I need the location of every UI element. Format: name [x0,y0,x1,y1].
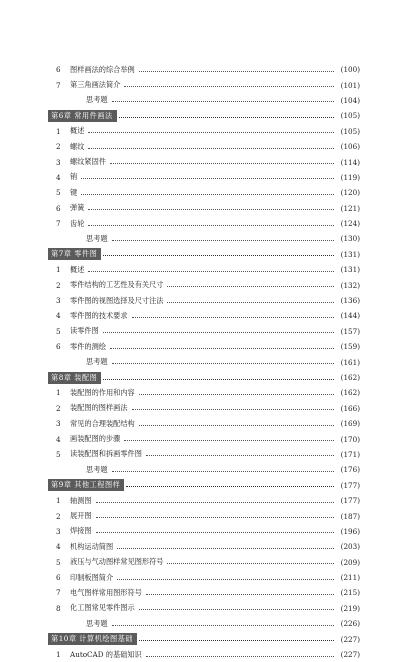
toc-entry-title: 零件结构的工艺性及有关尺寸 [70,280,164,290]
toc-entry-title: 销 [70,172,78,182]
toc-entry-title: 化工图常见零件图示 [70,603,135,613]
toc-entry-title: 齿轮 [70,218,85,228]
toc-chapter-heading [48,108,360,123]
toc-entry [48,601,360,616]
dot-leader [88,270,334,272]
dot-leader [124,85,334,87]
dot-leader [167,285,334,287]
toc-entry [48,62,360,77]
toc-exercises-entry [48,231,360,246]
dot-leader [103,331,334,333]
toc-entry [48,508,360,523]
toc-page-number: (132) [340,280,360,290]
toc-exercises-entry [48,462,360,477]
toc-entry-number: 4 [56,172,61,182]
toc-entry-number: 5 [56,449,61,459]
toc-entry [48,324,360,339]
dot-leader [103,378,334,380]
toc-chapter-heading [48,247,360,262]
dot-leader [139,424,334,426]
toc-entry-title: 零件图的视图选择及尺寸注法 [70,295,164,305]
toc-exercises-entry [48,354,360,369]
toc-page-number: (203) [340,542,360,552]
toc-page-number: (187) [340,511,360,521]
toc-entry-title: 螺纹 [70,141,85,151]
toc-entry-title: 螺纹紧固件 [70,157,106,167]
toc-entry-title: 弹簧 [70,203,85,213]
dot-leader [103,254,334,256]
toc-entry-number: 6 [56,573,61,583]
toc-entry-title: 概述 [70,126,85,136]
toc-entry [48,385,360,400]
toc-entry-number: 1 [56,265,61,275]
dot-leader [112,470,334,472]
dot-leader [126,485,334,487]
toc-page-number: (227) [340,650,360,660]
dot-leader [110,347,334,349]
toc-entry-number: 4 [56,311,61,321]
toc-entry-number: 7 [56,219,61,229]
toc-page-number: (227) [340,634,360,644]
toc-entry-title: 思考题 [86,95,108,105]
toc-entry-number: 6 [56,203,61,213]
toc-entry [48,555,360,570]
table-of-contents [48,62,360,662]
toc-entry [48,339,360,354]
toc-page-number: (176) [340,465,360,475]
toc-entry-title: 第10章 计算机绘图基础 [48,633,137,645]
dot-leader [139,70,334,72]
toc-page-number: (211) [340,573,360,583]
dot-leader [132,408,334,410]
toc-entry-number: 6 [56,65,61,75]
dot-leader [124,439,334,441]
toc-entry [48,262,360,277]
toc-entry-number: 7 [56,80,61,90]
toc-page-number: (162) [340,373,360,382]
toc-entry-title: 印制板图简介 [70,572,114,582]
toc-page-number: (114) [340,157,360,167]
toc-entry-title: 读零件图 [70,326,99,336]
dot-leader [112,239,334,241]
toc-entry-title: 读装配图和拆画零件图 [70,449,142,459]
toc-page-number: (166) [340,403,360,413]
dot-leader [139,608,334,610]
toc-entry-title: 思考题 [86,233,108,243]
toc-entry [48,524,360,539]
toc-entry-number: 1 [56,496,61,506]
toc-chapter-heading [48,478,360,493]
dot-leader [117,578,334,580]
toc-page-number: (119) [340,172,360,182]
toc-entry [48,401,360,416]
toc-entry-number: 3 [56,419,61,429]
toc-entry-title: 第6章 常用件画法 [48,110,117,122]
toc-page-number: (104) [340,95,360,105]
dot-leader [112,624,334,626]
toc-entry-title: 装配图的作用和内容 [70,387,135,397]
toc-entry [48,447,360,462]
dot-leader [146,655,334,657]
dot-leader [88,208,334,210]
toc-page-number: (131) [340,249,360,259]
toc-entry [48,293,360,308]
toc-page-number: (219) [340,603,360,613]
toc-entry-title: 键 [70,187,78,197]
toc-entry-number: 2 [56,280,61,290]
toc-entry-title: 思考题 [86,464,108,474]
toc-page-number: (170) [340,434,360,444]
toc-entry-title: 思考题 [86,618,108,628]
toc-entry-number: 1 [56,650,61,660]
toc-page-number: (226) [340,619,360,629]
toc-page-number: (131) [340,265,360,275]
toc-page-number: (121) [340,203,360,213]
toc-entry-number: 2 [56,403,61,413]
toc-exercises-entry [48,93,360,108]
dot-leader [88,131,334,133]
dot-leader [117,547,334,549]
toc-entry-title: 零件的测绘 [70,341,106,351]
toc-entry [48,277,360,292]
toc-entry [48,216,360,231]
dot-leader [81,177,334,179]
dot-leader [112,362,334,364]
toc-entry-title: 液压与气动图样常见图形符号 [70,557,164,567]
toc-entry-number: 4 [56,434,61,444]
dot-leader [96,501,334,503]
dot-leader [146,593,334,595]
toc-entry-title: 第三角画法简介 [70,80,121,90]
toc-entry-number: 2 [56,511,61,521]
toc-page-number: (100) [340,65,360,75]
toc-entry [48,539,360,554]
toc-entry-number: 3 [56,296,61,306]
toc-page-number: (157) [340,326,360,336]
toc-entry [48,77,360,92]
toc-page-number: (120) [340,188,360,198]
toc-entry-number: 2 [56,142,61,152]
toc-entry-title: 机构运动简图 [70,541,114,551]
toc-entry-title: 思考题 [86,357,108,367]
dot-leader [119,116,334,118]
dot-leader [110,162,334,164]
toc-entry-title: 第8章 装配图 [48,372,101,384]
toc-entry-number: 5 [56,326,61,336]
toc-chapter-heading [48,631,360,646]
toc-entry [48,647,360,662]
toc-page-number: (124) [340,219,360,229]
toc-entry-number: 1 [56,388,61,398]
dot-leader [96,516,334,518]
dot-leader [88,224,334,226]
toc-entry-title: 焊接图 [70,526,92,536]
toc-entry-title: 展开图 [70,511,92,521]
toc-entry-number: 4 [56,542,61,552]
toc-entry [48,170,360,185]
toc-entry-number: 7 [56,588,61,598]
dot-leader [88,147,334,149]
toc-page-number: (209) [340,557,360,567]
toc-entry-title: 零件图的技术要求 [70,310,128,320]
toc-entry [48,416,360,431]
toc-entry [48,154,360,169]
toc-entry-title: 画装配图的步骤 [70,434,121,444]
toc-page-number: (215) [340,588,360,598]
toc-entry [48,308,360,323]
toc-entry-title: 第9章 其他工程图样 [48,479,124,491]
toc-entry [48,139,360,154]
toc-page-number: (159) [340,342,360,352]
toc-page-number: (169) [340,419,360,429]
toc-page-number: (171) [340,449,360,459]
toc-entry-title: 轴测图 [70,495,92,505]
toc-entry [48,431,360,446]
toc-page-number: (177) [340,480,360,490]
toc-entry [48,585,360,600]
toc-entry-title: 第7章 零件图 [48,248,101,260]
dot-leader [146,454,334,456]
dot-leader [96,531,334,533]
toc-page-number: (162) [340,388,360,398]
toc-entry [48,124,360,139]
dot-leader [81,193,334,195]
toc-entry-title: 图样画法的综合举例 [70,64,135,74]
dot-leader [132,316,334,318]
dot-leader [167,301,334,303]
toc-page-number: (130) [340,234,360,244]
toc-page-number: (101) [340,80,360,90]
toc-page-number: (105) [340,126,360,136]
toc-page-number: (196) [340,526,360,536]
toc-chapter-heading [48,370,360,385]
toc-entry-number: 1 [56,126,61,136]
dot-leader [139,639,334,641]
toc-entry-number: 5 [56,188,61,198]
toc-page-number: (177) [340,496,360,506]
toc-entry-number: 3 [56,526,61,536]
toc-entry [48,185,360,200]
toc-entry [48,493,360,508]
dot-leader [139,393,334,395]
toc-entry-number: 3 [56,157,61,167]
toc-entry-title: 概述 [70,264,85,274]
toc-page-number: (106) [340,142,360,152]
toc-entry [48,201,360,216]
toc-entry-number: 6 [56,342,61,352]
toc-entry-title: 常见的合理装配结构 [70,418,135,428]
toc-entry-title: 电气图样常用图形符号 [70,587,142,597]
toc-page-number: (161) [340,357,360,367]
toc-page-number: (144) [340,311,360,321]
toc-entry-number: 8 [56,603,61,613]
toc-exercises-entry [48,616,360,631]
toc-entry-title: AutoCAD 的基础知识 [70,649,142,659]
toc-page-number: (105) [340,111,360,121]
toc-entry-title: 装配图的图样画法 [70,403,128,413]
toc-entry [48,570,360,585]
toc-entry-number: 5 [56,557,61,567]
toc-page-number: (136) [340,296,360,306]
dot-leader [112,100,334,102]
